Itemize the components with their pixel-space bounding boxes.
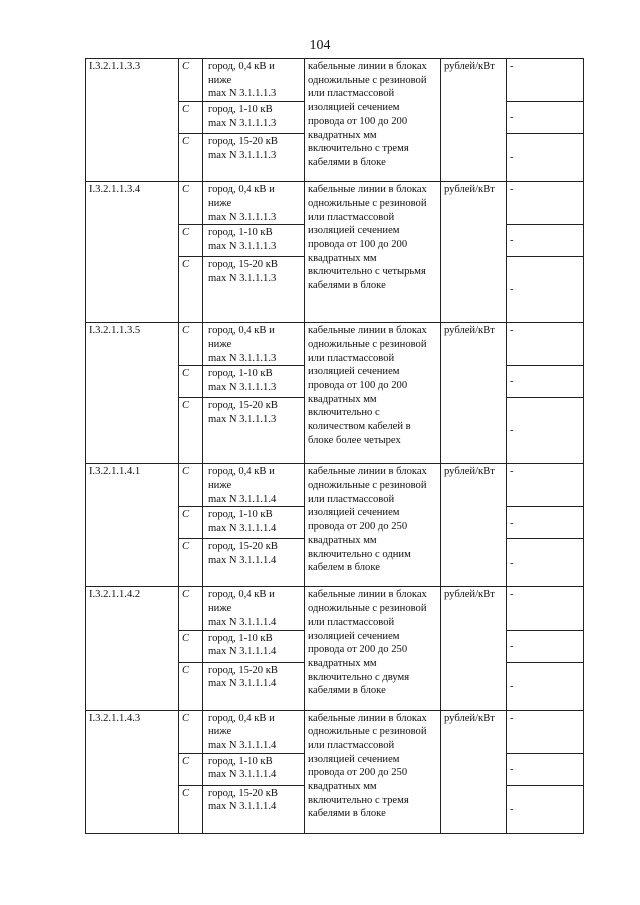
voltage-cell — [203, 366, 305, 398]
unit-cell: рублей/кВт — [441, 710, 507, 833]
value-cell: - — [507, 257, 584, 323]
unit-cell: рублей/кВт — [441, 323, 507, 464]
category-cell: C — [179, 753, 203, 785]
reference-label: max N 3.1.1.1.3 — [208, 414, 277, 426]
voltage-cell — [203, 102, 305, 134]
value-cell: - — [507, 134, 584, 182]
voltage-cell — [203, 507, 305, 539]
reference-label: max N 3.1.1.1.3 — [208, 149, 277, 161]
voltage-label: город, 1-10 кВ — [208, 632, 273, 644]
category-cell: C — [179, 59, 203, 102]
item-code: I.3.2.1.1.3.3 — [86, 59, 179, 182]
value-cell: - — [507, 710, 584, 753]
voltage-label: город, 1-10 кВ — [208, 104, 273, 116]
category-cell: C — [179, 587, 203, 630]
voltage-cell — [203, 539, 305, 587]
reference-label: max N 3.1.1.1.3 — [208, 117, 277, 129]
value-cell: - — [507, 464, 584, 507]
voltage-cell — [203, 630, 305, 662]
voltage-label: город, 0,4 кВ и — [208, 61, 275, 72]
category-cell: C — [179, 785, 203, 833]
voltage-label-continued: ниже — [208, 338, 232, 350]
page-number: 104 — [309, 38, 331, 53]
category-cell: C — [179, 102, 203, 134]
category-cell: C — [179, 366, 203, 398]
tariff-table — [85, 58, 584, 834]
reference-label: max N 3.1.1.1.4 — [208, 646, 277, 658]
voltage-label: город, 0,4 кВ и — [208, 466, 275, 478]
voltage-label: город, 1-10 кВ — [208, 227, 273, 239]
category-cell: C — [179, 182, 203, 225]
voltage-label: город, 1-10 кВ — [208, 755, 273, 767]
reference-label: max N 3.1.1.1.3 — [208, 272, 277, 284]
item-description: кабельные линии в блоках одножильные с резиновой или пластмассовой изоляцией сечением провода от 200 до 250 квадратных мм включительно с тремя кабелями в блоке — [305, 710, 441, 833]
category-cell: C — [179, 662, 203, 710]
voltage-label: город, 0,4 кВ и — [208, 712, 275, 724]
item-code: I.3.2.1.1.3.5 — [86, 323, 179, 464]
reference-label: max N 3.1.1.1.4 — [208, 555, 277, 567]
reference-label: max N 3.1.1.1.3 — [208, 211, 277, 223]
voltage-label: город, 15-20 кВ — [208, 136, 278, 148]
table-row — [86, 587, 584, 630]
value-cell: - — [507, 753, 584, 785]
voltage-label: город, 15-20 кВ — [208, 541, 278, 553]
unit-cell: рублей/кВт — [441, 464, 507, 587]
category-cell: C — [179, 257, 203, 323]
voltage-label-continued: ниже — [208, 726, 232, 738]
voltage-label: город, 0,4 кВ и — [208, 325, 275, 337]
reference-label: max N 3.1.1.1.3 — [208, 88, 277, 100]
reference-label: max N 3.1.1.1.4 — [208, 678, 277, 690]
value-cell: - — [507, 398, 584, 464]
voltage-cell — [203, 225, 305, 257]
voltage-label: город, 0,4 кВ и — [208, 589, 275, 601]
item-description: кабельные линии в блоках одножильные с резиновой или пластмассовой изоляцией сечением провода от 200 до 250 квадратных мм включительно с одним кабелем в блоке — [305, 464, 441, 587]
item-description: кабельные линии в блоках одножильные с резиновой или пластмассовой изоляцией сечением провода от 100 до 200 квадратных мм включительно с тремя кабелями в блоке — [305, 59, 441, 182]
voltage-label-continued: ниже — [208, 197, 232, 209]
reference-label: max N 3.1.1.1.4 — [208, 769, 277, 781]
reference-label: max N 3.1.1.1.3 — [208, 240, 277, 252]
reference-label: max N 3.1.1.1.4 — [208, 493, 277, 505]
voltage-cell — [203, 323, 305, 366]
voltage-cell — [203, 182, 305, 225]
voltage-label-continued: ниже — [208, 603, 232, 615]
voltage-label-continued: ниже — [208, 74, 232, 86]
voltage-label: город, 15-20 кВ — [208, 664, 278, 676]
unit-cell: рублей/кВт — [441, 587, 507, 710]
category-cell: C — [179, 464, 203, 507]
voltage-cell — [203, 398, 305, 464]
category-cell: C — [179, 710, 203, 753]
category-cell: C — [179, 539, 203, 587]
voltage-label: город, 0,4 кВ и — [208, 184, 275, 196]
category-cell: C — [179, 398, 203, 464]
voltage-label: город, 1-10 кВ — [208, 368, 273, 380]
value-cell: - — [507, 102, 584, 134]
value-cell: - — [507, 323, 584, 366]
unit-cell: рублей/кВт — [441, 59, 507, 182]
voltage-cell — [203, 710, 305, 753]
item-code: I.3.2.1.1.4.2 — [86, 587, 179, 710]
voltage-cell — [203, 257, 305, 323]
value-cell: - — [507, 507, 584, 539]
reference-label: max N 3.1.1.1.4 — [208, 616, 277, 628]
item-code: I.3.2.1.1.3.4 — [86, 182, 179, 323]
value-cell: - — [507, 587, 584, 630]
unit-cell: рублей/кВт — [441, 182, 507, 323]
tariff-table-body — [86, 59, 584, 834]
value-cell: - — [507, 539, 584, 587]
voltage-cell — [203, 753, 305, 785]
voltage-cell — [203, 587, 305, 630]
table-row — [86, 323, 584, 366]
category-cell: C — [179, 630, 203, 662]
value-cell: - — [507, 785, 584, 833]
reference-label: max N 3.1.1.1.4 — [208, 801, 277, 813]
voltage-cell — [203, 464, 305, 507]
reference-label: max N 3.1.1.1.4 — [208, 523, 277, 535]
voltage-cell — [203, 662, 305, 710]
voltage-label: город, 15-20 кВ — [208, 400, 278, 412]
voltage-label-continued: ниже — [208, 480, 232, 492]
value-cell: - — [507, 59, 584, 102]
item-code: I.3.2.1.1.4.1 — [86, 464, 179, 587]
voltage-cell — [203, 134, 305, 182]
item-description: кабельные линии в блоках одножильные с резиновой или пластмассовой изоляцией сечением провода от 100 до 200 квадратных мм включительно с количеством кабелей в блоке более четырех — [305, 323, 441, 464]
value-cell: - — [507, 662, 584, 710]
value-cell: - — [507, 182, 584, 225]
voltage-label: город, 15-20 кВ — [208, 259, 278, 271]
voltage-cell — [203, 59, 305, 102]
reference-label: max N 3.1.1.1.3 — [208, 382, 277, 394]
value-cell: - — [507, 366, 584, 398]
reference-label: max N 3.1.1.1.4 — [208, 739, 277, 751]
voltage-label: город, 15-20 кВ — [208, 787, 278, 799]
value-cell: - — [507, 225, 584, 257]
voltage-cell — [203, 785, 305, 833]
value-cell: - — [507, 630, 584, 662]
table-row — [86, 710, 584, 753]
voltage-label: город, 1-10 кВ — [208, 509, 273, 521]
reference-label: max N 3.1.1.1.3 — [208, 352, 277, 364]
category-cell: C — [179, 134, 203, 182]
category-cell: C — [179, 225, 203, 257]
table-row — [86, 182, 584, 225]
table-row — [86, 464, 584, 507]
category-cell: C — [179, 507, 203, 539]
item-description: кабельные линии в блоках одножильные с резиновой или пластмассовой изоляцией сечением провода от 100 до 200 квадратных мм включительно с четырьмя кабелями в блоке — [305, 182, 441, 323]
item-code: I.3.2.1.1.4.3 — [86, 710, 179, 833]
category-cell: C — [179, 323, 203, 366]
item-description: кабельные линии в блоках одножильные с резиновой или пластмассовой изоляцией сечением провода от 200 до 250 квадратных мм включительно с двумя кабелями в блоке — [305, 587, 441, 710]
table-row — [86, 59, 584, 102]
